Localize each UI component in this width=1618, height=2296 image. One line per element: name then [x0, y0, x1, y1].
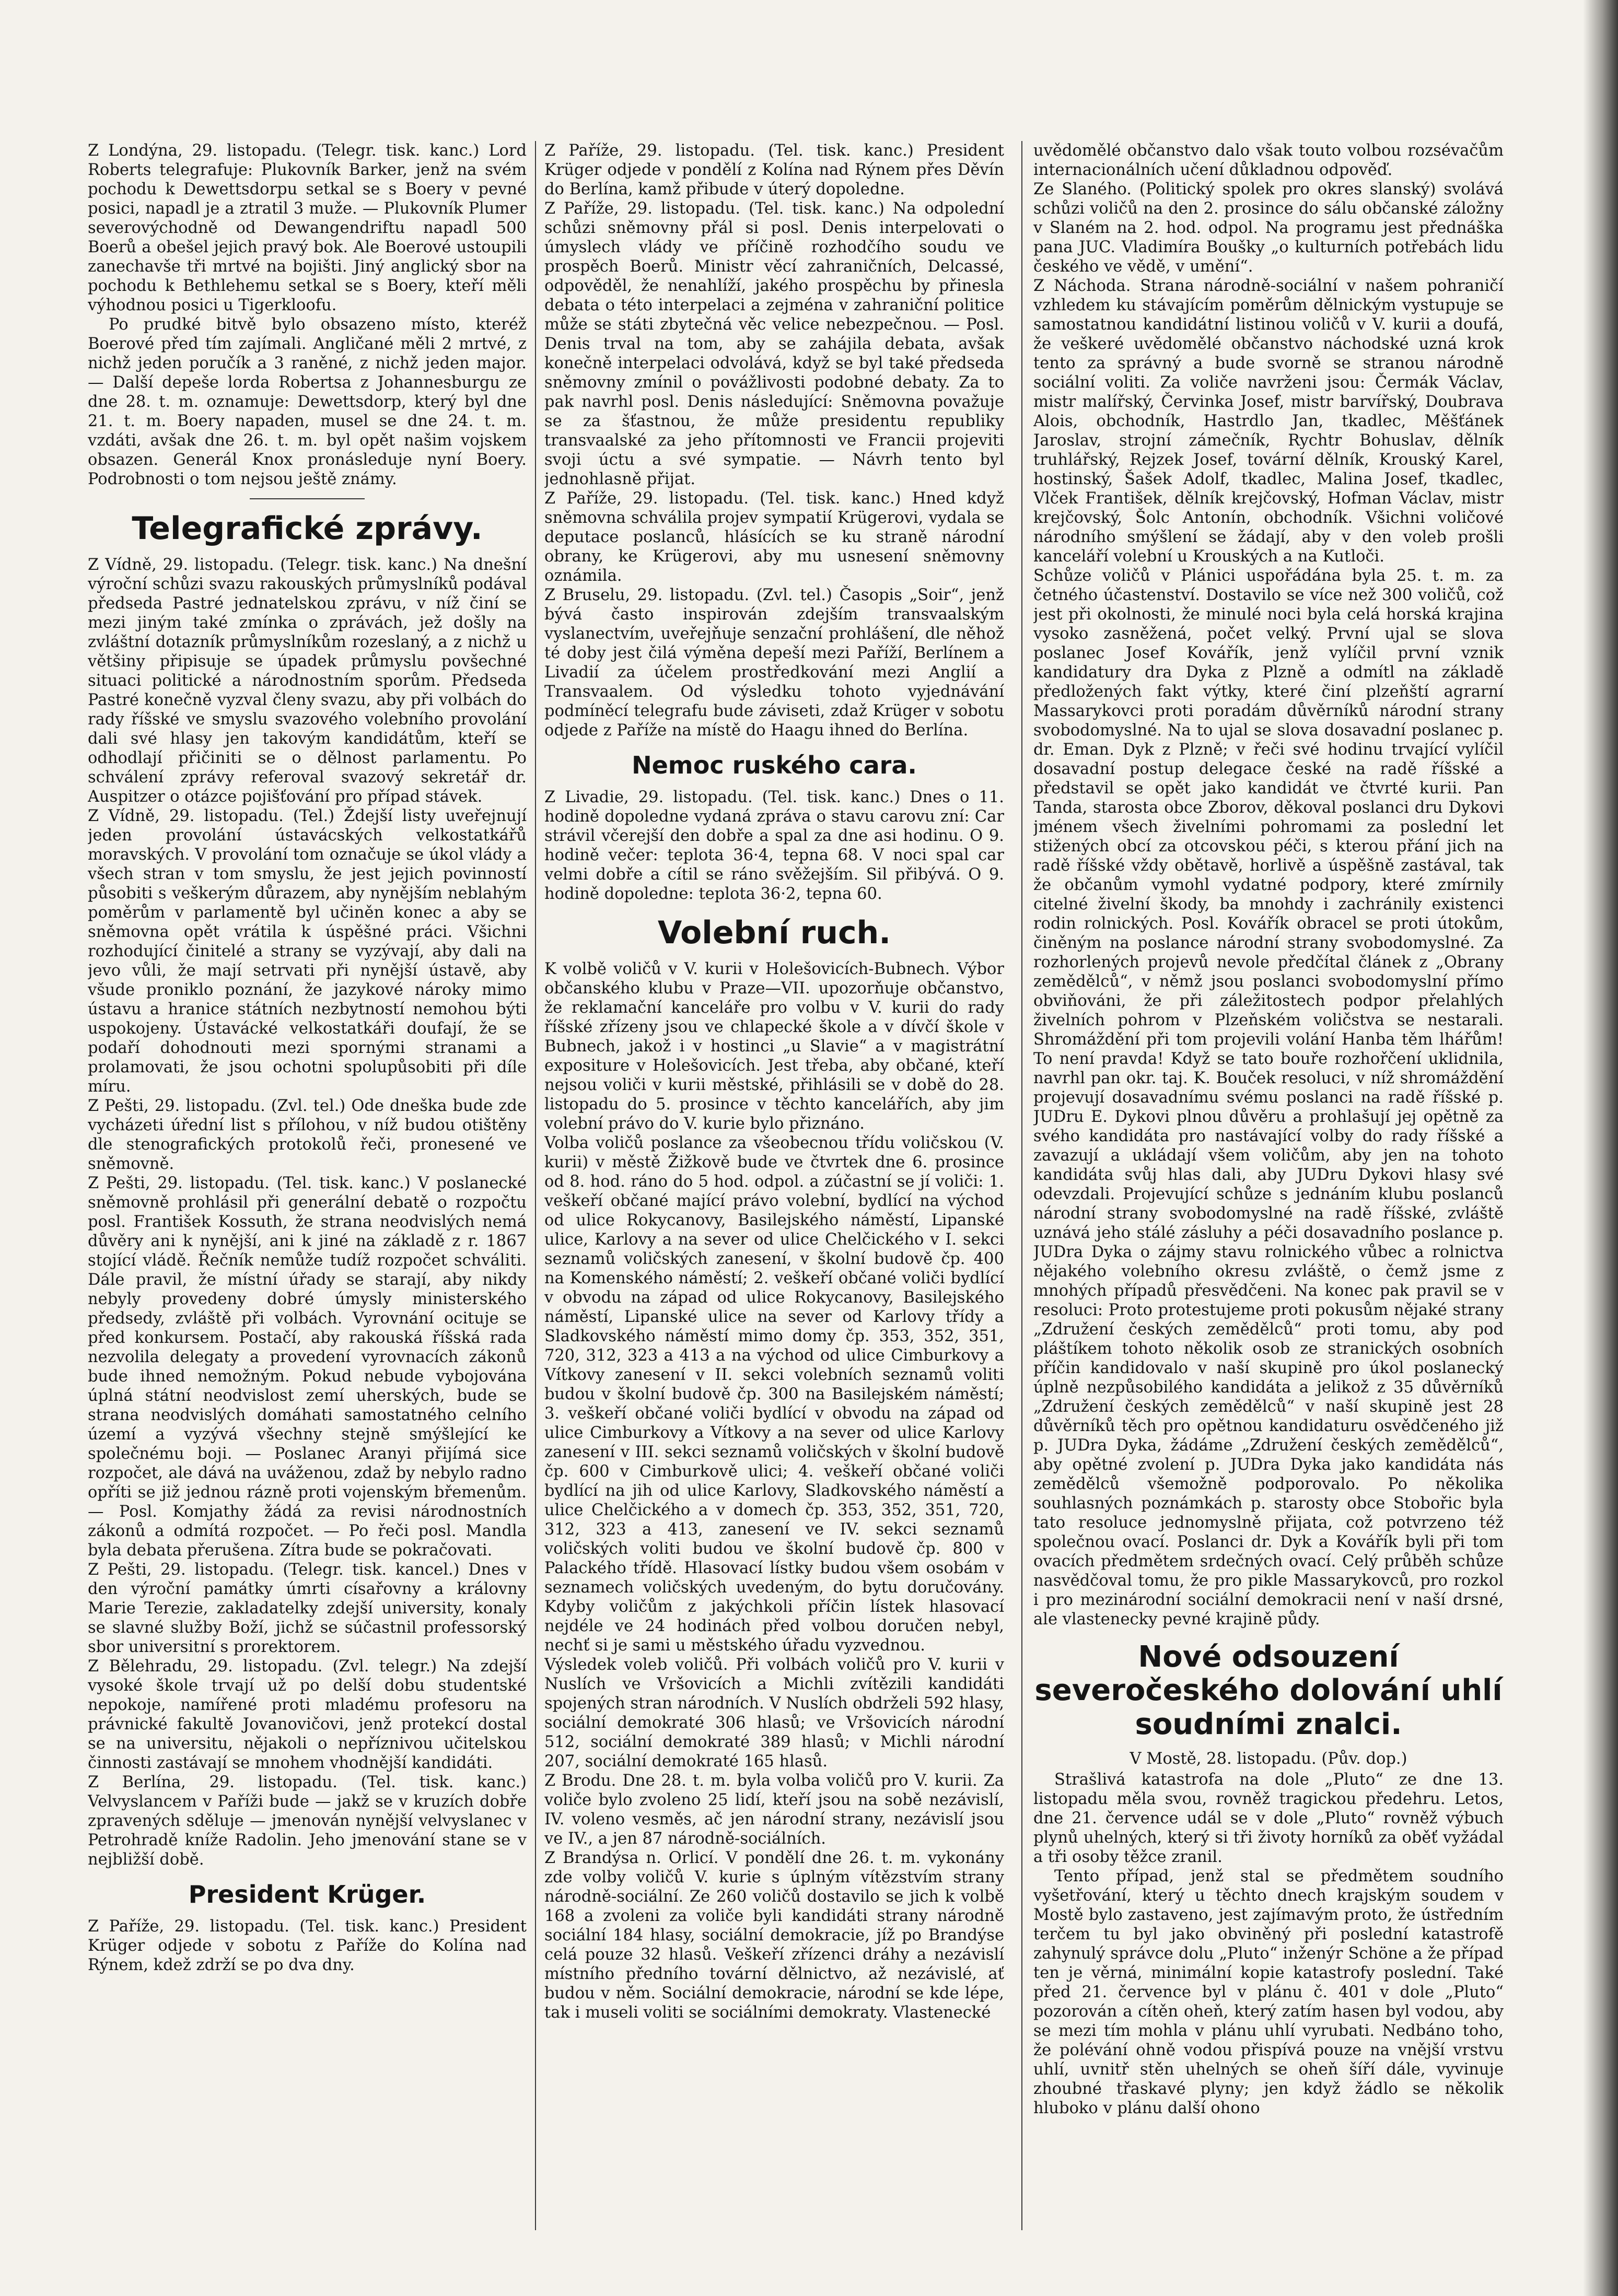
section-heading: Telegrafické zprávy.	[132, 510, 483, 547]
article-paragraph: Ze Slaného. (Politický spolek pro okres slanský) svolává schůzi voličů na den 2. prosince do sálu občanské záložny v Slaném na 2. hod. odpol. Na programu jest přednáška pana JUC. Vladimíra Boušky „o kulturních potřebách lidu českého ve vědě, v umění“.	[1033, 180, 1504, 276]
article-paragraph: Z Londýna, 29. listopadu. (Telegr. tisk. kanc.) Lord Roberts telegrafuje: Plukovník Barker, jenž na svém pochodu k Dewettsdorpu setkal se s Boery v pevné posici, napadl je a ztratil 3 muže. — Plukovník Plumer severovýchodně od Dewangendriftu napadl 500 Boerů a obešel jejich pravý bok. Ale Boerové ustoupili zanechavše tři mrtvé na bojišti. Jiný anglický sbor na pochodu k Bethlehemu setkal se s Boery, kteří měli výhodnou posici u Tigerkloofu.	[88, 142, 527, 314]
page-edge-shadow	[1583, 0, 1618, 2296]
article-paragraph: Volba voličů poslance za všeobecnou třídu voličskou (V. kurii) v městě Žižkově bude ve čtvrtek dne 6. prosince od 8. hod. ráno do 5 hod. odpol. a zúčastní se jí voliči: 1. veškeří občané mající právo volební, bydlící na východ od ulice Rokycanovy, Basilejského náměstí, Lipanské ulice, Karlovy a na sever od ulice Chelčického v I. sekci seznamů voličských zanesení, v školní budově čp. 400 na Komenského náměstí; 2. veškeří občané voliči bydlící v obvodu na západ od ulice Rokycanovy, Basilejského náměstí, Lipanské ulice na sever od Karlovy třídy a Sladkovského náměstí mimo domy čp. 353, 352, 351, 720, 312, 323 a 413 a na východ od ulice Cimburkovy a Vítkovy zanesení v II. sekci volebních seznamů voliti budou v školní budově čp. 300 na Basilejském náměstí; 3. veškeří občané voliči bydlící v obvodu na západ od ulice Cimburkovy a Vítkovy a na sever od ulice Karlovy zanesení v III. sekci seznamů voličských v školní budově čp. 600 v Cimburkově ulici; 4. veškeří občané voliči bydlící na jih od ulice Karlovy, Sladkovského náměstí a ulice Chelčického a v domech čp. 353, 352, 351, 720, 312, 323 a 413, zanesení ve IV. sekci seznamů voličských voliti budou ve školní budově čp. 800 v Palackého třídě. Hlasovací lístky budou všem osobám v seznamech voličských uvedeným, do bytu doručovány. Kdyby voličům z jakýchkoli příčin lístek hlasovací nejdéle ve 24 hodinách před volbou doručen nebyl, nechť si je sami u městského úřadu vyzvednou.	[544, 1133, 1004, 1655]
article-paragraph: Z Náchoda. Strana národně-sociální v našem pohraničí vzhledem ku stávajícím poměrům dělnickým vystupuje se samostatnou kandidátní listinou voličů v V. kurii a doufá, že veškeré uvědomělé občanstvo náchodské uzná krok tento za správný a bude svorně se stranou národně sociální voliti. Za voliče navrženi jsou: Čermák Václav, mistr malířský, Červinka Josef, mistr barvířský, Doubrava Alois, obchodník, Hastrdlo Jan, tkadlec, Měšťánek Jaroslav, strojní zámečník, Rychtr Bohuslav, dělník truhlářský, Rejzek Josef, tovární dělník, Krouský Karel, hostinský, Šašek Adolf, tkadlec, Malina Josef, tkadlec, Vlček František, dělník krejčovský, Hofman Václav, mistr krejčovský, Šolc Antonín, obchodník. Všichni voličové národního smýšlení se žádají, aby v den voleb prošli kanceláří volební u Krouských a na Kutloči.	[1033, 277, 1504, 566]
column-rule	[1021, 141, 1022, 2230]
article-paragraph: Strašlivá katastrofa na dole „Pluto“ ze dne 13. listopadu měla svou, rovněž tragickou předehru. Letos, dne 21. července udál se v dole „Pluto“ rovněž výbuch plynů uhelných, který si tři životy horníků za oběť vyžádal a tři osoby těžce zranil.	[1033, 1771, 1504, 1867]
article-paragraph: Z Paříže, 29. listopadu. (Tel. tisk. kanc.) Na odpolední schůzi sněmovny přál si posl. Denis interpelovati o úmyslech vlády ve příčině rozhodčího soudu ve prospěch Boerů. Ministr věcí zahraničních, Delcassé, odpověděl, že nenahlíží, jakého prospěchu by přinesla debata o této interpelaci a zejména v zahraniční politice může se státi zbytečná věc velice nebezpečnou. — Posl. Denis trval na tom, aby se zahájila debata, avšak konečně interpelaci odvolává, když se byl také předseda sněmovny zmínil o povážlivosti podobné debaty. Za to pak navrhl posl. Denis následující: Sněmovna považuje se za šťastnou, že může presidentu republiky transvaalské za jeho přítomnosti ve Francii projeviti svoji úctu a své sympatie. — Návrh tento byl jednohlasně přijat.	[544, 200, 1004, 488]
column-1	[88, 141, 527, 2246]
article-paragraph: Výsledek voleb voličů. Při volbách voličů pro V. kurii v Nuslích ve Vršovicích a Michli zvítězili kandidáti spojených stran národních. V Nuslích obdrželi 592 hlasy, sociální demokraté 306 hlasů; ve Vršovicích národní 512, sociální demokraté 389 hlasů; v Michli národní 207, sociální demokraté 165 hlasů.	[544, 1655, 1004, 1771]
article-paragraph: Z Paříže, 29. listopadu. (Tel. tisk. kanc.) President Krüger odjede v sobotu z Paříže do Kolína nad Rýnem, kdež zdrží se po dva dny.	[88, 1917, 527, 1974]
section-heading: President Krüger.	[188, 1880, 426, 1908]
article-paragraph: Po prudké bitvě bylo obsazeno místo, kteréž Boerové před tím zajímali. Angličané měli 2 mrtvé, z nichž jeden poručík a 3 raněné, z nichž jeden major. — Další depeše lorda Robertsa z Johannesburgu ze dne 28. t. m. oznamuje: Dewettsdorp, který byl dne 21. t. m. Boery napaden, musel se dne 24. t. m. vzdáti, avšak dne 26. t. m. byl opět našim vojskem obsazen. Generál Knox pronásleduje nyní Boery. Podrobnosti o tom nejsou ještě známy.	[88, 315, 527, 488]
article-paragraph: Z Vídně, 29. listopadu. (Telegr. tisk. kanc.) Na dnešní výroční schůzi svazu rakouských průmyslníků podával předseda Pastré jednatelskou zprávu, v níž činí se mezi jiným také zmínka o zprávách, jež došly na zvláštní dotazník průmyslníkům rozeslaný, a z nichž u většiny připisuje se úpadek průmyslu povšechné situaci politické a národnostním sporům. Předseda Pastré konečně vyzval členy svazu, aby při volbách do rady říšské ve smyslu svazového volebního provolání dali své hlasy jen takovým kandidátům, kteří se odhodlají přičiniti se o dělnost parlamentu. Po schválení zprávy referoval svazový sekretář dr. Auspitzer o otázce pojišťování pro případ stávek.	[88, 556, 527, 806]
article-paragraph: Z Bruselu, 29. listopadu. (Zvl. tel.) Časopis „Soir“, jenž bývá často inspirován zdejším transvaalským vyslanectvím, uveřejňuje senzační prohlášení, dle něhož té doby jest čilá výměna depeší mezi Paříží, Berlínem a Livadií za účelem prostředkování mezi Anglií a Transvaalem. Od výsledku tohoto vyjednávání podmíněcí telegrafu bude záviseti, zdaž Krüger v sobotu odjede z Paříže na místě do Haagu ihned do Berlína.	[544, 586, 1004, 740]
article-paragraph: Z Pešti, 29. listopadu. (Tel. tisk. kanc.) V poslanecké sněmovně prohlásil při generální debatě o rozpočtu posl. František Kossuth, že strana neodvislých nemá důvěry ani k nynější, ani k jiné na základě z r. 1867 stojící vládě. Řečník nemůže tudíž rozpočet schváliti. Dále pravil, že místní úřady se starají, aby nikdy nebyly provedeny dobré úmysly ministerského předsedy, zvláště při volbách. Vyrovnání ocituje se před konkursem. Postačí, aby rakouská říšská rada nezvolila delegaty a provedení vyrovnacích zákonů bude ihned nemožným. Pokud nebude vybojována úplná státní neodvislost zemí uherských, bude se strana neodvislých domáhati samostatného celního území a vyzývá všechny stejně smýšlející ke společnému boji. — Poslanec Aranyi přijímá sice rozpočet, ale dává na uváženou, zdaž by nebylo radno opříti se již jednou rázně proti vojenským břemenům. — Posl. Komjathy žádá za revisi národnostních zákonů a odmítá rozpočet. — Po řeči posl. Mandla byla debata přerušena. Zítra bude se pokračovati.	[88, 1174, 527, 1560]
section-heading: Volební ruch.	[657, 914, 891, 951]
article-paragraph: Z Vídně, 29. listopadu. (Tel.) Ždejší listy uveřejnují jeden provolání ústavácských velkostatkářů moravských. V provolání tom označuje se úkol vlády a všech stran v tom smyslu, že jest jejich povinností působiti s veškerým důrazem, aby nynějším neblahým poměrům v parlamentě byl učiněn konec a aby se sněmovna opět vrátila k úspěšné práci. Všichni rozhodující činitelé a strany se vyzývají, aby dali na jevo vůli, že mají setrvati při nynější ústavě, aby všude proniklo poznání, že jazykové nároky mimo ústavu a hranice státních nezbytností nemohou býti uspokojeny. Ústavácké velkostatkáři doufají, že se podaří dohodnouti mezi spornými stranami a prolamovati, že jsou ochotni spolupůsobiti při díle míru.	[88, 807, 527, 1096]
article-paragraph: K volbě voličů v V. kurii v Holešovicích-Bubnech. Výbor občanského klubu v Praze—VII. upozorňuje občanstvo, že reklamační kanceláře pro volbu v V. kurii do rady říšské zřízeny jsou ve chlapecké škole a v dívčí škole v Bubnech, jakož i v hostinci „u Slavie“ a v magistrátní expositure v Holešovicích. Jest třeba, aby občané, kteří nejsou voliči v kurii městské, přihlásili se v době do 28. listopadu do 5. prosince v těchto kancelářích, aby jim volební právo do V. kurie bylo přiznáno.	[544, 959, 1004, 1133]
article-paragraph: Z Paříže, 29. listopadu. (Tel. tisk. kanc.) President Krüger odjede v pondělí z Kolína nad Rýnem přes Děvín do Berlína, kamž přibude v úterý dopoledne.	[544, 142, 1004, 198]
article-paragraph: uvědomělé občanstvo dalo však touto volbou rozsévačům internacionálních učení důkladnou odpověď.	[1033, 142, 1504, 179]
article-paragraph: Schůze voličů v Plánici uspořádána byla 25. t. m. za četného účastenství. Dostavilo se více než 300 voličů, což jest při okolnosti, že minulé noci byla celá horská krajina vysoko zasněžená, počet velký. První ujal se slova poslanec Josef Kovářík, jenž vylíčil první vznik kandidatury dra Dyka z Plzně a odmítl na základě předložených fakt výtky, které činí plzeňští agrarní Massarykovci proti poradám důvěrníků národní strany svobodomyslné. Na to ujal se slova dosavadní poslanec p. dr. Eman. Dyk z Plzně; v řeči své hodinu trvající vylíčil dosavadní postup delegace české na radě říšské a představil se opět jako kandidát ve čtvrté kurii. Pan Tanda, starosta obce Zborov, děkoval poslanci dru Dykovi jménem všech živelními pohromami za poslední let stižených obcí za otcovskou péči, s kterou přání jich na radě říšské vždy obětavě, horlivě a úspěšně zastával, tak že občanům vymohl vydatné podpory, které zmírnily citelné živelní škody, ba mnohdy i zachránily existenci rodin rolnických. Posl. Kovářík obracel se proti útokům, činěným na poslance národní strany svobodomyslné. Za rozhorlených projevů nevole předčítal článek z „Obrany zemědělců“, v němž jsou poslanci svobodomyslní přímo obviňováni, že při záležitostech podpor přelahlých živelních pohrom v Plzeňském voličstva se nestarali. Shromáždění při tom projevili volání Hanba těm lhářům! To není pravda! Když se tato bouře rozhořčení uklidnila, navrhl pan okr. taj. K. Bouček resoluci, v níž shromáždění projevují dosavadnímu svému poslanci na radě říšské p. JUDru E. Dykovi plnou důvěru a prohlašují jej opětně za svého kandidáta pro nastávající volby do rady říšské a zavazují a ukládají všem voličům, aby jen na tohoto kandidáta svůj hlas dali, aby JUDru Dykovi hlasy své odevzdali. Projevující schůze s jednáním klubu poslanců národní strany svobodomyslné na radě říšské, zvláště uznává jeho stálé zásluhy a péči dosavadního poslance p. JUDra Dyka o zájmy stavu rolnického vůbec a rolnictva nějakého volebního okresu zvláště, o čemž jsme z mnohých případů přesvědčeni. Na konec pak pravil se v resoluci: Proto protestujeme proti pokusům nějaké strany „Združení českých zemědělců“ proti tomu, aby pod pláštíkem tohoto několik osob ze stranických osobních příčin kandidovalo v naší skupině pro úkol poslanecký úplně nezpůsobilého kandidáta a jelikož z 35 důvěrníků „Združení českých zemědělců“ v naší skupině jest 28 důvěrníků těch pro opětnou kandidaturu osvědčeného již p. JUDra Dyka, žádáme „Združení českých zemědělců“, aby opětné zvolení p. JUDra Dyka jako kandidáta nás zemědělců všemožně podporovalo. Po několika souhlasných poznámkách p. starosty obce Stobořic byla tato resoluce jednomyslně přijata, což potvrzeno též společnou ovací. Poslanci dr. Dyk a Kovářík byli při tom ovacích předmětem srdečných ovací. Celý průběh schůze nasvědčoval tomu, že pro pikle Massarykovců, pro rozkol i pro mezinárodní sociální demokracii není v naší drsné, ale vlastenecky pevné krajině půdy.	[1033, 567, 1504, 1629]
article-paragraph: Z Livadie, 29. listopadu. (Tel. tisk. kanc.) Dnes o 11. hodině dopoledne vydaná zpráva o stavu carovu zní: Car strávil včerejší den dobře a spal za dne asi hodinu. O 9. hodině večer: teplota 36·4, tepna 68. V noci spal car velmi dobře a cítil se ráno svěžejším. Sil přibývá. O 9. hodině dopoledne: teplota 36·2, tepna 60.	[544, 788, 1004, 903]
article-paragraph: Z Berlína, 29. listopadu. (Tel. tisk. kanc.) Velvyslancem v Paříži bude — jakž se v kruzích dobře zpravených sděluje — jmenován nynější velvyslanec v Petrohradě kníže Radolin. Jeho jmenování stane se v nejbližší době.	[88, 1773, 527, 1869]
dateline: V Mostě, 28. listopadu. (Pův. dop.)	[1130, 1750, 1407, 1768]
article-paragraph: Z Pešti, 29. listopadu. (Telegr. tisk. kancel.) Dnes v den výroční památky úmrti císařovny a královny Marie Terezie, zakladatelky zdejší university, konaly se slavné služby Boží, jichž se súčastnil professorský sbor universitní s prorektorem.	[88, 1561, 527, 1656]
article-paragraph: Z Paříže, 29. listopadu. (Tel. tisk. kanc.) Hned když sněmovna schválila projev sympatií Krügerovi, vydala se deputace poslanců, hlásících se ku straně národní obrany, ke Krügerovi, aby mu usnesení sněmovny oznámila.	[544, 489, 1004, 585]
column-3	[1033, 141, 1504, 2246]
column-2	[544, 141, 1004, 2246]
column-rule	[535, 141, 536, 2230]
article-paragraph: Z Pešti, 29. listopadu. (Zvl. tel.) Ode dneška bude zde vycházeti úřední list s přílohou, v níž budou otištěny dle stenografických protokolů řeči, pronesené ve sněmovně.	[88, 1097, 527, 1173]
article-paragraph: Z Bělehradu, 29. listopadu. (Zvl. telegr.) Na zdejší vysoké škole trvají už po delší dobu studentské nepokoje, namířené proti mladému profesoru na právnické fakultě Jovanovičovi, jenž protekcí dostal se na universitu, nějakoli o nepříznivou učitelskou činnosti zastávají se mnohem vhodnější kandidáti.	[88, 1657, 527, 1772]
section-divider	[250, 498, 365, 499]
article-paragraph: Tento případ, jenž stal se předmětem soudního vyšetřování, který u těchto dnech krajským soudem v Mostě bylo zastaveno, jest zajímavým proto, že ústředním terčem tu byl jako obviněný při poslední katastrofě zahynulý správce dolu „Pluto“ inženýr Schöne a že případ ten je věrná, minimální kopie katastrofy poslední. Také před 21. července byl v plánu č. 401 v dole „Pluto“ pozorován a cítěn oheň, který zatím hasen byl vodou, aby se mezi tím mohla v plánu uhlí vyrubati. Nedbáno toho, že polévání ohně vodou přispívá pouze na vnější vrstvu uhlí, uvnitř stěn uhelných se oheň šíří dále, vyvinuje zhoubné třaskavé plyny; jen když žádlo se několik hluboko v plánu další ohono	[1033, 1867, 1504, 2118]
article-paragraph: Z Brodu. Dne 28. t. m. byla volba voličů pro V. kurii. Za voliče bylo zvoleno 25 lidí, kteří jsou na sobě nezávislí, IV. voleno vesměs, ač jen národní strany, nezávislí jsou ve IV., a jen 87 národně-sociálních.	[544, 1771, 1004, 1848]
section-heading: Nemoc ruského cara.	[632, 751, 917, 779]
section-heading: Nové odsouzení severočeského dolování uhlí soudními znalci.	[1034, 1640, 1503, 1741]
article-paragraph: Z Brandýsa n. Orlicí. V pondělí dne 26. t. m. vykonány zde volby voličů V. kurie s úplným vítězstvím strany národně-sociální. Ze 260 voličů dostavilo se jich k volbě 168 a zvoleni za voliče byli kandidáti strany národně sociální 184 hlasy, sociální demokracie, jíž po Brandýse celá pouze 32 hlasů. Veškeří zřízenci dráhy a nezávislí místního předního tovární dělnictvo, až nezávislé, ať budou v něm. Sociální demokracie, národní se kde lépe, tak i museli voliti se sociálními demokraty. Vlastenecké	[544, 1848, 1004, 2022]
